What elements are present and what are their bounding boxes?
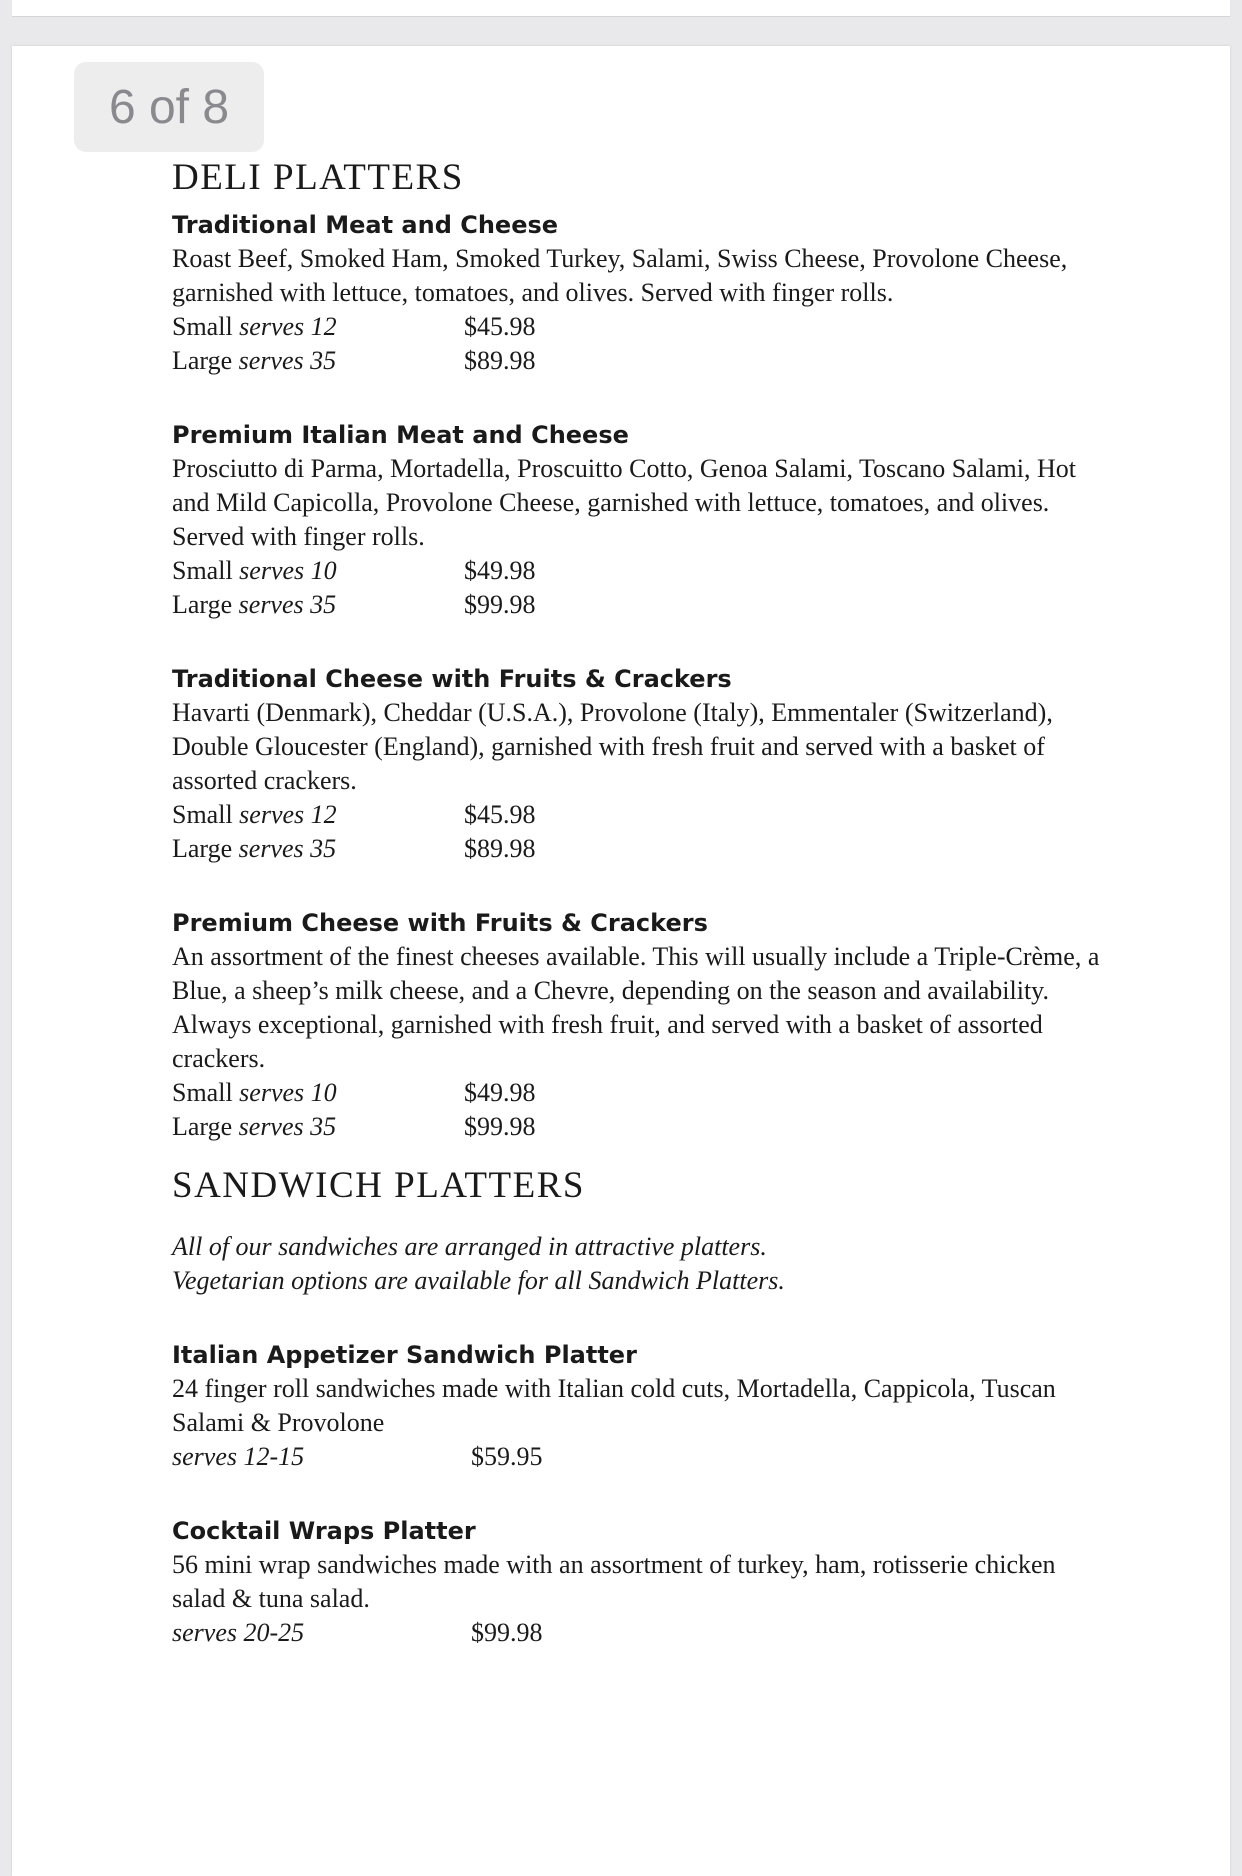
size-label: Small	[172, 800, 233, 829]
item-name: Traditional Meat and Cheese	[172, 211, 559, 239]
menu-item	[172, 662, 1112, 866]
item-name: Traditional Cheese with Fruits & Crackers	[172, 665, 732, 693]
price: $99.98	[464, 590, 536, 619]
price-row	[172, 1440, 1112, 1474]
price-row	[172, 588, 1112, 622]
serves-count: serves 35	[238, 834, 337, 863]
item-name: Premium Italian Meat and Cheese	[172, 421, 629, 449]
price-row	[172, 1076, 1112, 1110]
previous-page-edge	[12, 0, 1230, 17]
price-row	[172, 554, 1112, 588]
size-label: Large	[172, 590, 233, 619]
menu-item	[172, 1514, 1112, 1650]
menu-item	[172, 1338, 1112, 1474]
item-description: 56 mini wrap sandwiches made with an assortment of turkey, ham, rotisserie chicken salad & tuna salad.	[172, 1550, 1056, 1613]
price: $89.98	[464, 346, 536, 375]
price-row	[172, 1110, 1112, 1144]
size-label: Large	[172, 834, 233, 863]
item-description: Prosciutto di Parma, Mortadella, Proscuitto Cotto, Genoa Salami, Toscano Salami, Hot and Mild Capicolla, Provolone Cheese, garnished with lettuce, tomatoes, and olives. Served with finger rolls.	[172, 454, 1076, 551]
section-title-deli: DELI PLATTERS	[172, 157, 464, 198]
size-label: Large	[172, 1112, 233, 1141]
serves-count: serves 12	[239, 800, 337, 829]
price: $49.98	[464, 1078, 536, 1107]
price: $59.95	[471, 1442, 543, 1471]
item-description: 24 finger roll sandwiches made with Italian cold cuts, Mortadella, Cappicola, Tuscan Salami & Provolone	[172, 1374, 1056, 1437]
page-indicator: 6 of 8	[74, 62, 264, 152]
item-description: Havarti (Denmark), Cheddar (U.S.A.), Provolone (Italy), Emmentaler (Switzerland), Double Gloucester (England), garnished with fresh fruit and served with a basket of assorted crackers.	[172, 698, 1053, 795]
price-row	[172, 832, 1112, 866]
price: $99.98	[464, 1112, 536, 1141]
price: $99.98	[471, 1618, 543, 1647]
price: $49.98	[464, 556, 536, 585]
item-name: Cocktail Wraps Platter	[172, 1517, 476, 1545]
section-note: All of our sandwiches are arranged in attractive platters.	[172, 1232, 767, 1261]
price-row	[172, 798, 1112, 832]
menu-item	[172, 418, 1112, 622]
menu-item	[172, 208, 1112, 378]
serves-count: serves 12	[239, 312, 337, 341]
serves-count: serves 10	[239, 1078, 337, 1107]
size-label: Large	[172, 346, 233, 375]
serves-count: serves 10	[239, 556, 337, 585]
price-row	[172, 344, 1112, 378]
price-row	[172, 310, 1112, 344]
menu-content	[172, 154, 1112, 1650]
size-label: Small	[172, 312, 233, 341]
item-name: Italian Appetizer Sandwich Platter	[172, 1341, 637, 1369]
serves-count: serves 12-15	[172, 1442, 305, 1471]
item-name: Premium Cheese with Fruits & Crackers	[172, 909, 708, 937]
price: $45.98	[464, 800, 536, 829]
size-label: Small	[172, 556, 233, 585]
price: $45.98	[464, 312, 536, 341]
serves-count: serves 35	[238, 346, 337, 375]
item-description: An assortment of the finest cheeses available. This will usually include a Triple-Crème, a Blue, a sheep’s milk cheese, and a Chevre, depending on the season and availability. Always exceptional, garnished with fresh fruit, and served with a basket of assorted crackers.	[172, 942, 1100, 1073]
item-description: Roast Beef, Smoked Ham, Smoked Turkey, Salami, Swiss Cheese, Provolone Cheese, garnished with lettuce, tomatoes, and olives. Served with finger rolls.	[172, 244, 1068, 307]
size-label: Small	[172, 1078, 233, 1107]
section-title-sandwich: SANDWICH PLATTERS	[172, 1165, 585, 1206]
menu-item	[172, 906, 1112, 1144]
price-row	[172, 1616, 1112, 1650]
section-note: Vegetarian options are available for all Sandwich Platters.	[172, 1266, 785, 1295]
price: $89.98	[464, 834, 536, 863]
menu-page	[12, 46, 1230, 1876]
serves-count: serves 20-25	[172, 1618, 305, 1647]
serves-count: serves 35	[238, 1112, 337, 1141]
serves-count: serves 35	[238, 590, 337, 619]
